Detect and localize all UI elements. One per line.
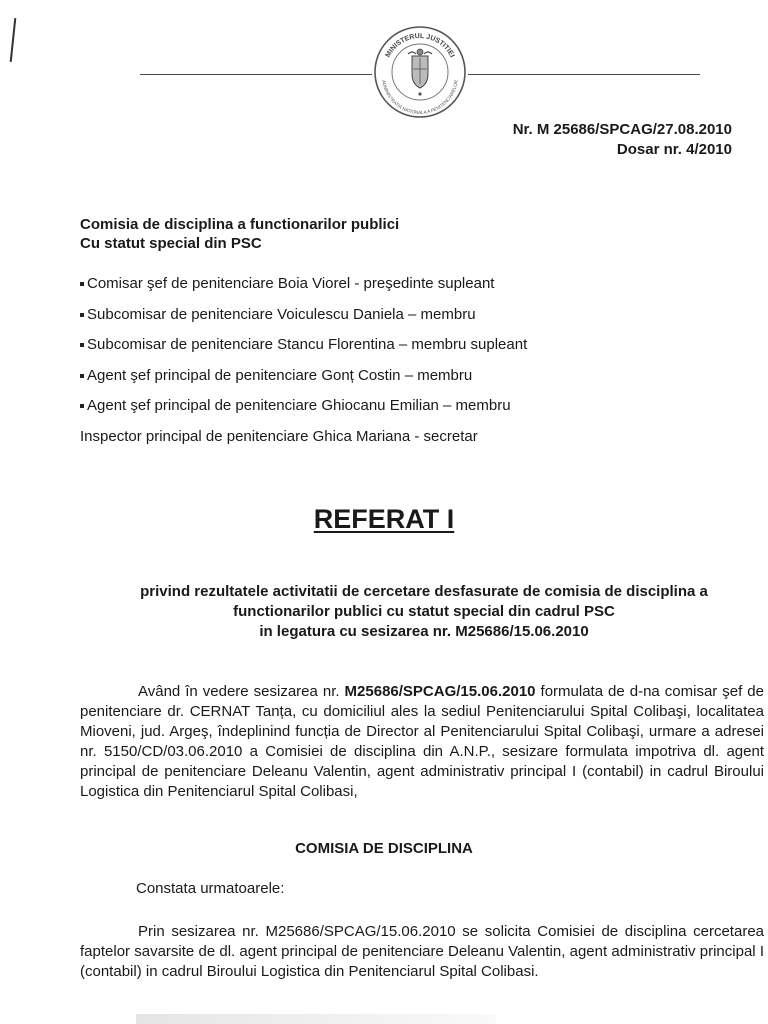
faded-next-line — [136, 1014, 496, 1024]
paragraph-intro — [80, 682, 764, 802]
seal-ring-text-bottom: ADMINISTRATIA NATIONALA A PENITENCIARELOR — [381, 79, 459, 116]
bullet-icon — [80, 313, 84, 317]
header-rule-right — [468, 74, 700, 75]
margin-pen-mark — [10, 18, 17, 62]
bullet-icon — [80, 404, 84, 408]
file-number: Dosar nr. 4/2010 — [616, 141, 732, 158]
member-item — [80, 305, 527, 336]
bullet-icon — [80, 282, 84, 286]
institution-seal-icon — [372, 24, 468, 120]
member-text: Subcomisar de penitenciare Stancu Florentina – membru supleant — [87, 336, 528, 354]
subject-line3: in legatura cu sesizarea nr. M25686/15.06.2010 — [259, 623, 589, 640]
commission-heading — [80, 215, 399, 253]
document-title — [0, 504, 768, 535]
commission-title-line2: Cu statut special din PSC — [80, 235, 262, 252]
member-text: Subcomisar de penitenciare Voiculescu Daniela – membru — [87, 305, 476, 323]
commission-title-line1: Comisia de disciplina a functionarilor publici — [80, 216, 400, 233]
section-heading: COMISIA DE DISCIPLINA — [295, 840, 473, 857]
paragraph-findings — [80, 922, 764, 982]
paragraph-intro-ref: M25686/SPCAG/15.06.2010 — [344, 683, 536, 700]
subject-line1: privind rezultatele activitatii de cercetare desfasurate de comisia de disciplina a — [140, 583, 708, 600]
subject-line2: functionarilor publici cu statut special din cadrul PSC — [233, 603, 615, 620]
paragraph-findings-body: Prin sesizarea nr. M25686/SPCAG/15.06.2010 se solicita Comisiei de disciplina cercetarea faptelor savarsite de dl. agent principal de penitenciare Deleanu Valentin, agent administrativ principal I (contabil) in cadrul Biroului Logistica din Penitenciarul Spital Colibasi. — [80, 923, 764, 980]
document-title-text: REFERAT I — [313, 504, 455, 534]
paragraph-intro-rest: formulata de d-na comisar şef de penitenciare dr. CERNAT Tanța, cu domiciliul ales la sediul Penitenciarului Spital Colibaşi, localitatea Mioveni, jud. Argeş, îndeplinind funcția de Director al Penitenciarului Spital Colibaşi, urmare a adresei nr. 5150/CD/03.06.2010 a Comisiei de disciplina din A.N.P., sesizare formulata impotriva dl. agent principal de penitenciare Deleanu Valentin, agent administrativ principal I (contabil) in cadrul Biroului Logistica din Penitenciarul Spital Colibasi, — [80, 683, 764, 800]
document-subject — [84, 582, 764, 642]
member-text: Inspector principal de penitenciare Ghica Mariana - secretar — [80, 427, 478, 445]
document-references — [513, 120, 732, 160]
header-rule-left — [140, 74, 372, 75]
member-item — [80, 396, 527, 427]
member-item — [80, 335, 527, 366]
bullet-icon — [80, 343, 84, 347]
bullet-icon — [80, 374, 84, 378]
registration-number: Nr. M 25686/SPCAG/27.08.2010 — [512, 121, 732, 138]
member-text: Agent şef principal de penitenciare Ghiocanu Emilian – membru — [87, 397, 511, 415]
member-item — [80, 427, 527, 458]
findings-intro: Constata urmatoarele: — [136, 880, 285, 897]
member-item — [80, 366, 527, 397]
paragraph-intro-lead: Având în vedere sesizarea nr. — [138, 683, 345, 700]
commission-members-list — [80, 274, 527, 458]
paragraph-intro-body — [80, 682, 764, 802]
member-text: Agent şef principal de penitenciare Gonț Costin – membru — [87, 366, 473, 384]
seal-ring-text-top: MINISTERUL JUSTITIEI — [384, 32, 456, 59]
member-item — [80, 274, 527, 305]
member-text: Comisar şef de penitenciare Boia Viorel - preşedinte supleant — [87, 275, 495, 292]
